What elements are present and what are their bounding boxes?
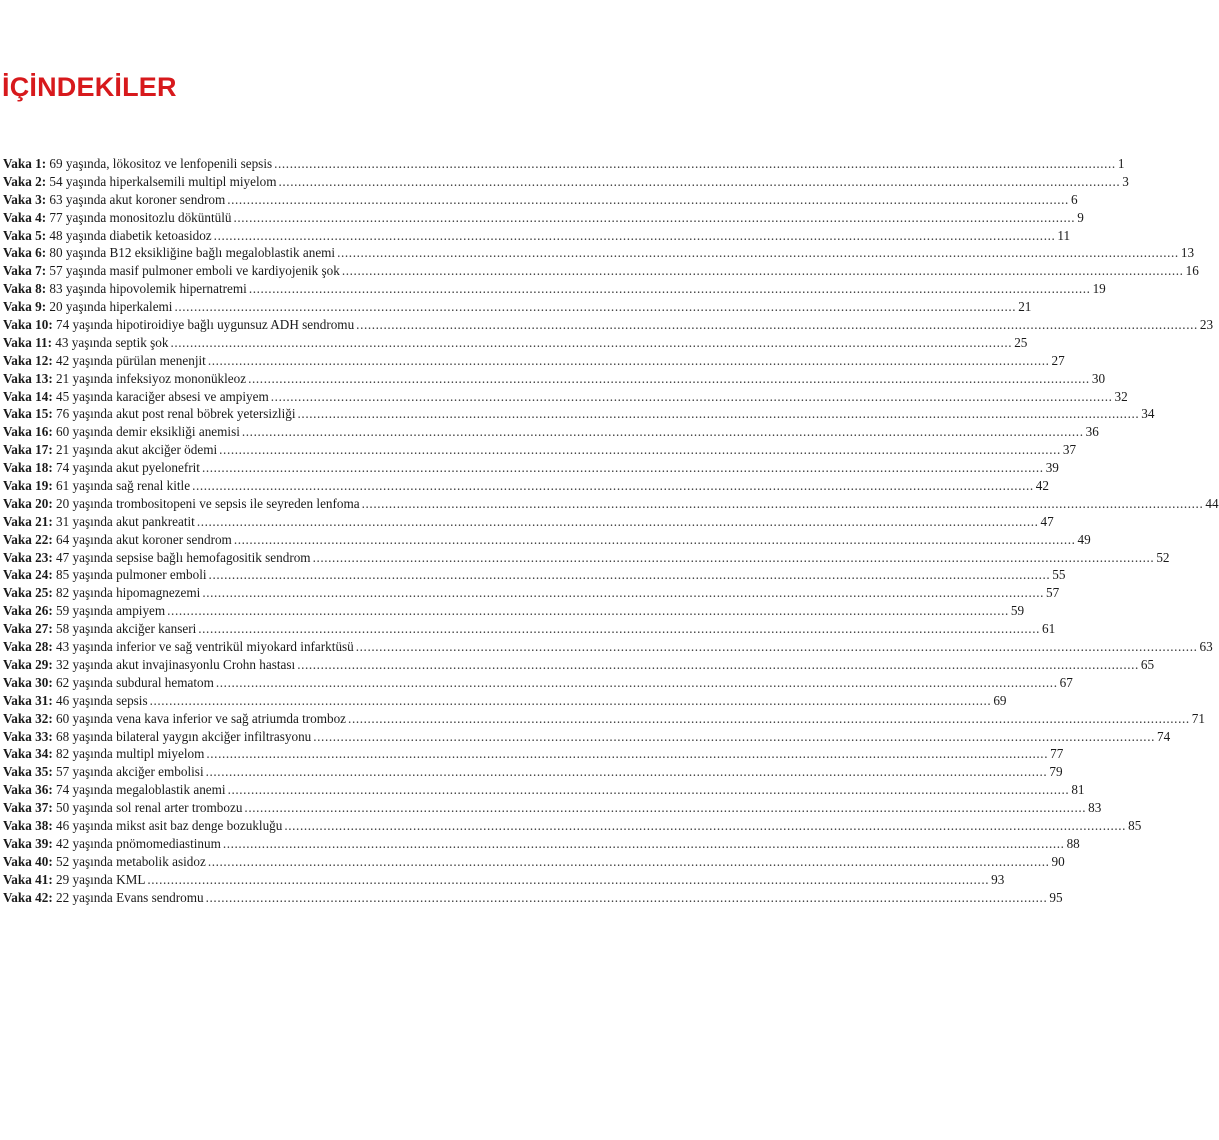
dot-leader: [228, 781, 1070, 799]
case-title: 74 yaşında akut pyelonefrit: [52, 460, 200, 476]
case-number: Vaka 23:: [3, 549, 53, 565]
toc-entry[interactable]: [3, 817, 1142, 835]
page-number: 61: [1042, 621, 1056, 637]
case-title: 77 yaşında monositozlu döküntülü: [46, 209, 232, 225]
case-number: Vaka 6:: [3, 245, 47, 261]
page-number: 57: [1046, 585, 1060, 601]
case-title: 47 yaşında sepsise bağlı hemofagositik sendrom: [52, 549, 311, 565]
case-title: 54 yaşında hiperkalsemili multipl miyelom: [46, 173, 277, 189]
toc-entry[interactable]: [3, 835, 1080, 853]
page-number: 11: [1057, 227, 1071, 243]
dot-leader: [337, 244, 1179, 262]
case-title: 46 yaşında sepsis: [52, 692, 148, 708]
case-title: 46 yaşında mikst asit baz denge bozukluğu: [52, 817, 283, 833]
page-number: 69: [993, 692, 1007, 708]
page-number: 85: [1128, 817, 1142, 833]
page-number: 81: [1071, 782, 1085, 798]
case-title: 60 yaşında demir eksikliği anemisi: [52, 424, 240, 440]
case-title: 85 yaşında pulmoner emboli: [52, 567, 207, 583]
case-number: Vaka 30:: [3, 674, 53, 690]
toc-entry[interactable]: [3, 423, 1099, 441]
page-number: 30: [1091, 370, 1106, 386]
case-title: 60 yaşında vena kava inferior ve sağ atriumda tromboz: [52, 710, 347, 726]
case-number: Vaka 14:: [3, 388, 53, 404]
case-title: 42 yaşında pürülan menenjit: [52, 352, 206, 368]
page-number: 71: [1191, 710, 1205, 726]
toc-entry[interactable]: [3, 728, 1171, 746]
case-number: Vaka 13:: [3, 370, 53, 386]
case-title: 29 yaşında KML: [52, 871, 146, 887]
page-number: 83: [1088, 800, 1102, 816]
case-number: Vaka 22:: [3, 531, 53, 547]
toc-entry[interactable]: [3, 692, 1007, 710]
case-title: 43 yaşında septik şok: [51, 334, 169, 350]
case-title: 20 yaşında trombositopeni ve sepsis ile seyreden lenfoma: [52, 495, 360, 511]
toc-entry[interactable]: [3, 459, 1059, 477]
page-number: 23: [1199, 317, 1214, 333]
case-number: Vaka 41:: [3, 871, 53, 887]
toc-entry[interactable]: [3, 495, 1219, 513]
toc-entry[interactable]: [3, 853, 1065, 871]
toc-entry[interactable]: [3, 871, 1005, 889]
dot-leader: [233, 209, 1075, 227]
dot-leader: [248, 370, 1090, 388]
case-title: 20 yaşında hiperkalemi: [46, 299, 173, 315]
toc-entry[interactable]: [3, 710, 1205, 728]
case-number: Vaka 8:: [3, 281, 47, 297]
page-number: 19: [1092, 281, 1106, 297]
toc-entry[interactable]: [3, 763, 1063, 781]
toc-entry[interactable]: [3, 441, 1077, 459]
dot-leader: [197, 513, 1039, 531]
case-title: 59 yaşında ampiyem: [52, 603, 166, 619]
dot-leader: [274, 155, 1116, 173]
toc-entry[interactable]: [3, 620, 1056, 638]
dot-leader: [167, 602, 1009, 620]
toc-entry[interactable]: [3, 191, 1078, 209]
case-number: Vaka 1:: [3, 156, 47, 171]
toc-entry[interactable]: [3, 638, 1213, 656]
dot-leader: [227, 191, 1069, 209]
case-number: Vaka 35:: [3, 764, 53, 780]
dot-leader: [170, 334, 1012, 352]
page-number: 32: [1114, 388, 1128, 404]
case-number: Vaka 31:: [3, 692, 53, 708]
toc-entry[interactable]: [3, 889, 1063, 907]
page-number: 27: [1051, 352, 1065, 368]
case-number: Vaka 7:: [3, 263, 47, 279]
page-number: 1: [1117, 156, 1125, 171]
case-number: Vaka 26:: [3, 603, 53, 619]
case-number: Vaka 11:: [3, 334, 52, 350]
case-number: Vaka 27:: [3, 621, 53, 637]
toc-entry[interactable]: [3, 388, 1128, 406]
case-title: 31 yaşında akut pankreatit: [52, 513, 195, 529]
case-number: Vaka 9:: [3, 299, 47, 315]
case-number: Vaka 5:: [3, 227, 47, 243]
case-number: Vaka 2:: [3, 173, 47, 189]
case-title: 74 yaşında hipotiroidiye bağlı uygunsuz ADH sendromu: [52, 317, 355, 333]
page-number: 59: [1010, 603, 1025, 619]
case-title: 63 yaşında akut koroner sendrom: [46, 191, 226, 207]
case-number: Vaka 21:: [3, 513, 53, 529]
page-number: 90: [1051, 853, 1065, 869]
toc-entry[interactable]: [3, 262, 1199, 280]
case-title: 57 yaşında masif pulmoner emboli ve kardiyojenik şok: [46, 263, 340, 279]
case-title: 62 yaşında subdural hematom: [52, 674, 214, 690]
dot-leader: [198, 620, 1040, 638]
case-number: Vaka 39:: [3, 835, 53, 851]
case-title: 43 yaşında inferior ve sağ ventrikül miyokard infarktüsü: [52, 639, 354, 655]
page-number: 25: [1014, 334, 1028, 350]
page-number: 74: [1157, 728, 1171, 744]
table-of-contents: [3, 155, 1219, 906]
page-number: 39: [1045, 460, 1059, 476]
toc-entry[interactable]: [3, 781, 1085, 799]
toc-entry[interactable]: [3, 531, 1091, 549]
case-title: 83 yaşında hipovolemik hipernatremi: [46, 281, 247, 297]
dot-leader: [174, 298, 1016, 316]
case-number: Vaka 36:: [3, 782, 53, 798]
page-number: 65: [1140, 656, 1155, 672]
dot-leader: [348, 710, 1190, 728]
page-number: 63: [1199, 639, 1213, 655]
toc-entry[interactable]: [3, 674, 1073, 692]
case-title: 64 yaşında akut koroner sendrom: [52, 531, 232, 547]
page-number: 3: [1122, 173, 1129, 189]
case-number: Vaka 29:: [3, 656, 53, 672]
dot-leader: [356, 316, 1198, 334]
page-number: 37: [1062, 442, 1077, 458]
dot-leader: [242, 423, 1084, 441]
case-number: Vaka 28:: [3, 639, 53, 655]
case-title: 82 yaşında multipl miyelom: [52, 746, 205, 762]
case-number: Vaka 34:: [3, 746, 53, 762]
dot-leader: [147, 871, 989, 889]
case-number: Vaka 3:: [3, 191, 47, 207]
case-number: Vaka 42:: [3, 889, 53, 905]
case-title: 45 yaşında karaciğer absesi ve ampiyem: [52, 388, 269, 404]
page-number: 44: [1205, 495, 1219, 511]
case-title: 61 yaşında sağ renal kitle: [52, 478, 191, 494]
dot-leader: [208, 853, 1050, 871]
page-number: 52: [1156, 549, 1170, 565]
case-number: Vaka 15:: [3, 406, 53, 422]
page-number: 49: [1077, 531, 1091, 547]
case-title: 76 yaşında akut post renal böbrek yetersizliği: [52, 406, 296, 422]
dot-leader: [150, 692, 992, 710]
toc-entry[interactable]: [3, 227, 1071, 245]
case-number: Vaka 32:: [3, 710, 53, 726]
toc-entry[interactable]: [3, 513, 1054, 531]
toc-entry[interactable]: [3, 584, 1060, 602]
dot-leader: [206, 745, 1048, 763]
case-title: 69 yaşında, lökositoz ve lenfopenili sepsis: [46, 156, 273, 171]
case-number: Vaka 10:: [3, 317, 53, 333]
case-title: 21 yaşında akut akciğer ödemi: [52, 442, 218, 458]
dot-leader: [284, 817, 1126, 835]
page-number: 16: [1185, 263, 1199, 279]
case-title: 82 yaşında hipomagnezemi: [52, 585, 201, 601]
case-number: Vaka 33:: [3, 728, 53, 744]
toc-entry[interactable]: [3, 155, 1125, 173]
toc-entry[interactable]: [3, 405, 1155, 423]
page-number: 6: [1070, 191, 1078, 207]
page-number: 36: [1085, 424, 1099, 440]
dot-leader: [208, 352, 1050, 370]
case-title: 74 yaşında megaloblastik anemi: [52, 782, 226, 798]
dot-leader: [297, 656, 1139, 674]
toc-entry[interactable]: [3, 370, 1106, 388]
toc-entry[interactable]: [3, 656, 1155, 674]
dot-leader: [206, 763, 1048, 781]
case-number: Vaka 37:: [3, 800, 53, 816]
page-number: 42: [1035, 478, 1049, 494]
dot-leader: [279, 173, 1121, 191]
dot-leader: [356, 638, 1198, 656]
case-number: Vaka 16:: [3, 424, 53, 440]
case-number: Vaka 4:: [3, 209, 47, 225]
page-number: 55: [1052, 567, 1066, 583]
dot-leader: [192, 477, 1034, 495]
dot-leader: [202, 459, 1044, 477]
case-number: Vaka 18:: [3, 460, 53, 476]
toc-entry[interactable]: [3, 316, 1214, 334]
toc-entry[interactable]: [3, 799, 1102, 817]
page-number: 95: [1049, 889, 1063, 905]
case-number: Vaka 20:: [3, 495, 53, 511]
toc-entry[interactable]: [3, 352, 1065, 370]
case-title: 42 yaşında pnömomediastinum: [52, 835, 221, 851]
case-title: 52 yaşında metabolik asidoz: [52, 853, 206, 869]
dot-leader: [202, 584, 1044, 602]
case-number: Vaka 40:: [3, 853, 53, 869]
page-number: 34: [1141, 406, 1155, 422]
dot-leader: [298, 405, 1140, 423]
dot-leader: [313, 549, 1155, 567]
page-number: 77: [1050, 746, 1064, 762]
page-number: 67: [1059, 674, 1073, 690]
case-number: Vaka 17:: [3, 442, 53, 458]
case-number: Vaka 12:: [3, 352, 53, 368]
dot-leader: [219, 441, 1061, 459]
case-number: Vaka 25:: [3, 585, 53, 601]
dot-leader: [313, 728, 1155, 746]
toc-entry[interactable]: [3, 244, 1195, 262]
page-number: 93: [991, 871, 1005, 887]
case-title: 48 yaşında diabetik ketoasidoz: [46, 227, 212, 243]
page-number: 88: [1066, 835, 1080, 851]
page-title: İÇİNDEKİLER: [2, 72, 177, 102]
dot-leader: [271, 388, 1113, 406]
dot-leader: [362, 495, 1204, 513]
page-number: 9: [1077, 209, 1084, 225]
toc-entry[interactable]: [3, 745, 1064, 763]
case-title: 32 yaşında akut invajinasyonlu Crohn hastası: [52, 656, 296, 672]
dot-leader: [216, 674, 1058, 692]
toc-entry[interactable]: [3, 602, 1025, 620]
dot-leader: [206, 889, 1048, 907]
case-title: 68 yaşında bilateral yaygın akciğer infiltrasyonu: [52, 728, 312, 744]
case-title: 58 yaşında akciğer kanseri: [52, 621, 197, 637]
dot-leader: [244, 799, 1086, 817]
page-number: 21: [1018, 299, 1032, 315]
case-number: Vaka 38:: [3, 817, 53, 833]
dot-leader: [249, 280, 1091, 298]
toc-entry[interactable]: [3, 566, 1066, 584]
page-number: 47: [1040, 513, 1054, 529]
case-number: Vaka 19:: [3, 478, 53, 494]
case-title: 22 yaşında Evans sendromu: [52, 889, 204, 905]
toc-entry[interactable]: [3, 298, 1032, 316]
toc-entry[interactable]: [3, 209, 1084, 227]
dot-leader: [214, 227, 1056, 245]
toc-entry[interactable]: [3, 549, 1170, 567]
page-number: 79: [1049, 764, 1063, 780]
dot-leader: [342, 262, 1184, 280]
case-title: 57 yaşında akciğer embolisi: [52, 764, 204, 780]
case-title: 21 yaşında infeksiyoz mononükleoz: [52, 370, 247, 386]
dot-leader: [223, 835, 1065, 853]
dot-leader: [209, 566, 1051, 584]
case-number: Vaka 24:: [3, 567, 53, 583]
toc-entry[interactable]: [3, 334, 1028, 352]
toc-entry[interactable]: [3, 477, 1049, 495]
page-number: 13: [1180, 245, 1195, 261]
toc-entry[interactable]: [3, 280, 1106, 298]
toc-entry[interactable]: [3, 173, 1129, 191]
dot-leader: [234, 531, 1076, 549]
case-title: 50 yaşında sol renal arter trombozu: [52, 800, 243, 816]
case-title: 80 yaşında B12 eksikliğine bağlı megaloblastik anemi: [46, 245, 336, 261]
